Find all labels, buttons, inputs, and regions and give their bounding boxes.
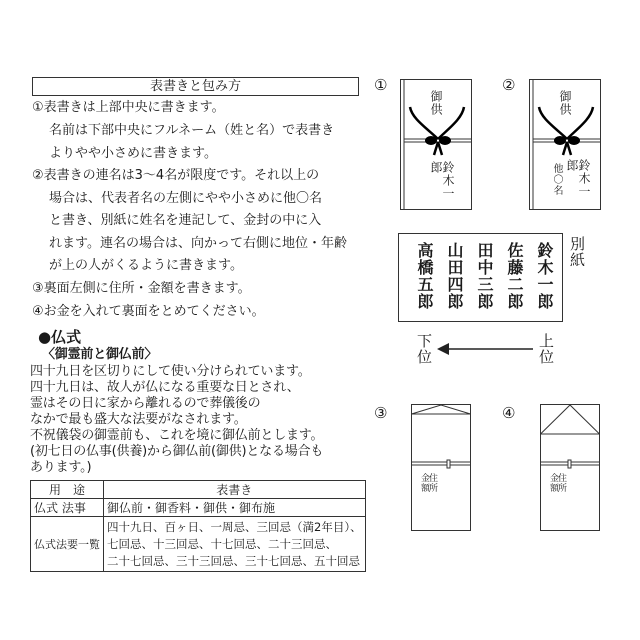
body-line-5: 不祝儀袋の御霊前も、これを境に御仏前とします。 <box>30 428 324 443</box>
arrow-label-lower: 下位 <box>415 333 433 365</box>
section-title: ●仏式 <box>38 328 82 346</box>
figure-label-1: ① <box>374 76 388 94</box>
table-header-use: 用 途 <box>31 481 104 499</box>
figure-label-4: ④ <box>502 404 516 422</box>
body-line-3: 霊はその日に家から離れるので葬儀後の <box>30 396 261 411</box>
table-cell-use: 仏式法要一覧 <box>31 517 104 572</box>
back-label-amount: 金額 <box>419 473 429 493</box>
body-line-2: 四十九日は、故人が仏になる重要な日とされ、 <box>30 380 300 395</box>
instruction-4: ④お金を入れて裏面をとめてください。 <box>32 304 265 319</box>
table-cell-writing: 御仏前・御香料・御供・御布施 <box>104 499 366 517</box>
instruction-1b: 名前は下部中央にフルネーム（姓と名）で表書き <box>49 123 335 138</box>
subheading: 〈御霊前と御仏前〉 <box>42 347 158 362</box>
arrow-label-upper: 上位 <box>537 333 555 365</box>
envelope-heading: 御供 <box>429 90 443 116</box>
envelope-back-open <box>411 404 471 531</box>
body-line-4: なかで最も盛大な法要がなされます。 <box>30 412 247 427</box>
instruction-1: ①表書きは上部中央に書きます。 <box>32 100 225 115</box>
envelope-front-single <box>400 79 472 210</box>
instruction-2b: 場合は、代表者名の左側にやや小さめに他〇名 <box>49 191 323 206</box>
table-cell-writing <box>104 517 366 572</box>
sheet-name-4: 山田四郎 <box>445 242 464 310</box>
envelope-heading: 御供 <box>558 90 572 116</box>
page-title: 表書きと包み方 <box>32 77 359 96</box>
envelope-name: 鈴木一郎 <box>565 159 591 198</box>
arrow-left-icon <box>436 341 534 357</box>
table-row <box>31 499 366 517</box>
body-line-1: 四十九日を区切りにして使い分けられています。 <box>30 364 311 379</box>
instruction-2: ②表書きの連名は3～4名が限度です。それ以上の <box>32 168 320 183</box>
back-label-amount: 金額 <box>548 473 558 493</box>
instruction-3: ③裏面左側に住所・金額を書きます。 <box>32 281 251 296</box>
envelope-back-sealed <box>540 404 600 531</box>
table-header-row <box>31 481 366 499</box>
table-cell-use: 仏式 法事 <box>31 499 104 517</box>
body-line-6: (初七日の仏事(供養)から御仏前(御供)となる場合も <box>30 444 324 459</box>
sheet-name-3: 田中三郎 <box>475 242 494 310</box>
envelope-front-joint <box>529 79 601 210</box>
figure-label-2: ② <box>502 76 516 94</box>
body-line-7: あります。) <box>30 460 92 475</box>
memorial-list-line: 二十七回忌、三十三回忌、三十七回忌、五十回忌 <box>107 553 360 568</box>
sheet-name-2: 佐藤二郎 <box>505 242 524 310</box>
separate-sheet <box>398 233 563 322</box>
envelope-others: 他〇名 <box>551 163 562 196</box>
instruction-2e: が上の人がくるように書きます。 <box>49 258 243 273</box>
envelope-name: 鈴木一郎 <box>429 161 455 200</box>
instruction-2d: れます。連名の場合は、向かって右側に地位・年齢 <box>49 236 347 251</box>
memorial-list-line: 四十九日、百ヶ日、一周忌、三回忌（満2年目）、 <box>107 519 362 534</box>
separate-sheet-label: 別紙 <box>568 236 586 268</box>
back-label-address: 住所 <box>556 473 566 493</box>
instruction-1c: よりやや小さめに書きます。 <box>49 146 217 161</box>
envelope-back-illustration <box>540 404 600 531</box>
sheet-name-1: 鈴木一郎 <box>535 242 554 310</box>
envelope-back-illustration <box>411 404 471 531</box>
figure-label-3: ③ <box>374 404 388 422</box>
table-header-writing: 表書き <box>104 481 366 499</box>
sheet-name-5: 高橋五郎 <box>415 242 434 310</box>
memorial-list-line: 七回忌、十三回忌、十七回忌、二十三回忌、 <box>107 536 337 551</box>
back-label-address: 住所 <box>427 473 437 493</box>
usage-table <box>30 480 366 572</box>
table-row <box>31 517 366 572</box>
instruction-2c: と書き、別紙に姓名を連記して、金封の中に入 <box>49 213 322 228</box>
